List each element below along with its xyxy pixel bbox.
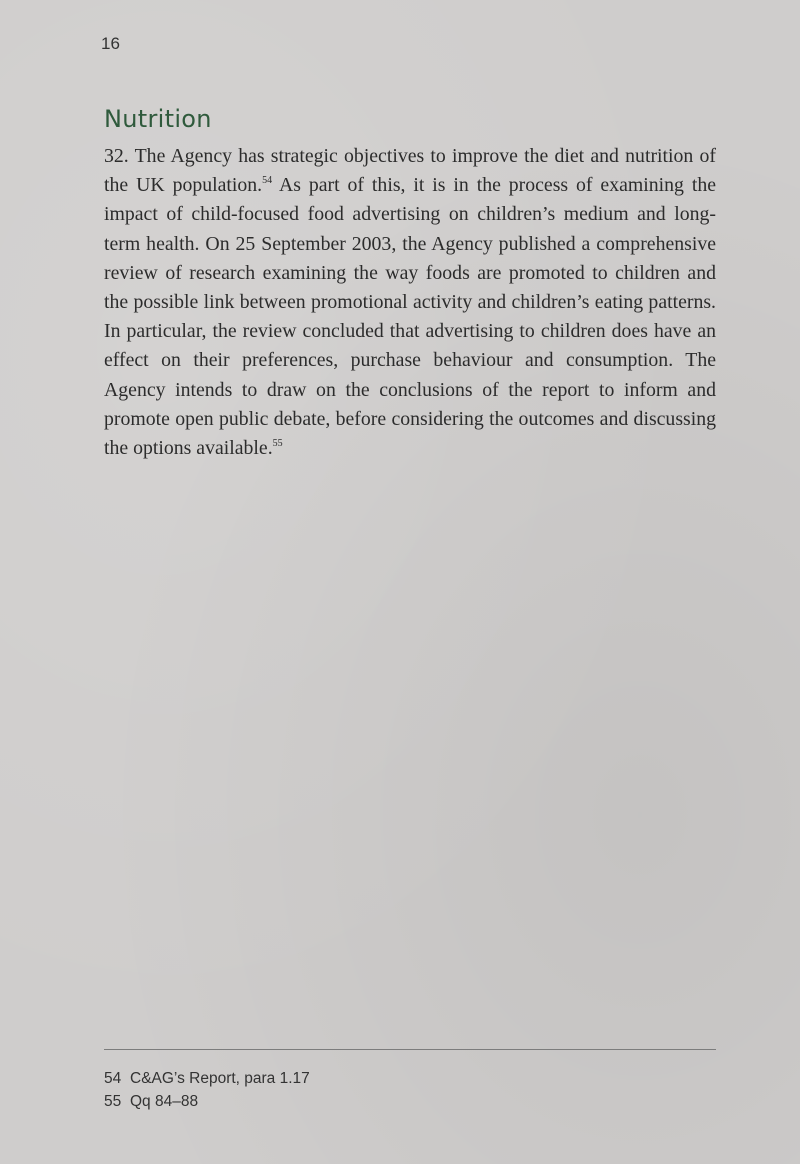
footnote-divider	[104, 1049, 716, 1050]
paragraph-text-part1: The Agency has strategic objectives to improve the diet and nutrition of the UK population.	[104, 145, 716, 197]
footnote-text: C&AG’s Report, para 1.17	[130, 1070, 310, 1087]
body-paragraph	[104, 142, 716, 463]
footnotes	[104, 1067, 310, 1113]
section-heading: Nutrition	[104, 105, 212, 133]
footnote-ref-54: 54	[262, 175, 273, 187]
page-number: 16	[101, 34, 120, 53]
footnote-number: 54	[104, 1070, 122, 1087]
footnote-item	[104, 1090, 310, 1113]
footnote-text: Qq 84–88	[130, 1093, 199, 1110]
paragraph-text-part2: As part of this, it is in the process of examining the impact of child-focused food advertising on children’s medium and long-term health. On 25 September 2003, the Agency published a comprehensive review of research examining the way foods are promoted to children and the possible link between promotional activity and children’s eating patterns. In particular, the review concluded that advertising to children does have an effect on their preferences, purchase behaviour and consumption. The Agency intends to draw on the conclusions of the report to inform and promote open public debate, before considering the outcomes and discussing the options available.	[104, 174, 717, 460]
footnote-number: 55	[104, 1093, 122, 1110]
footnote-item	[104, 1067, 310, 1090]
paragraph-number: 32.	[104, 145, 129, 167]
footnote-ref-55: 55	[272, 438, 283, 450]
